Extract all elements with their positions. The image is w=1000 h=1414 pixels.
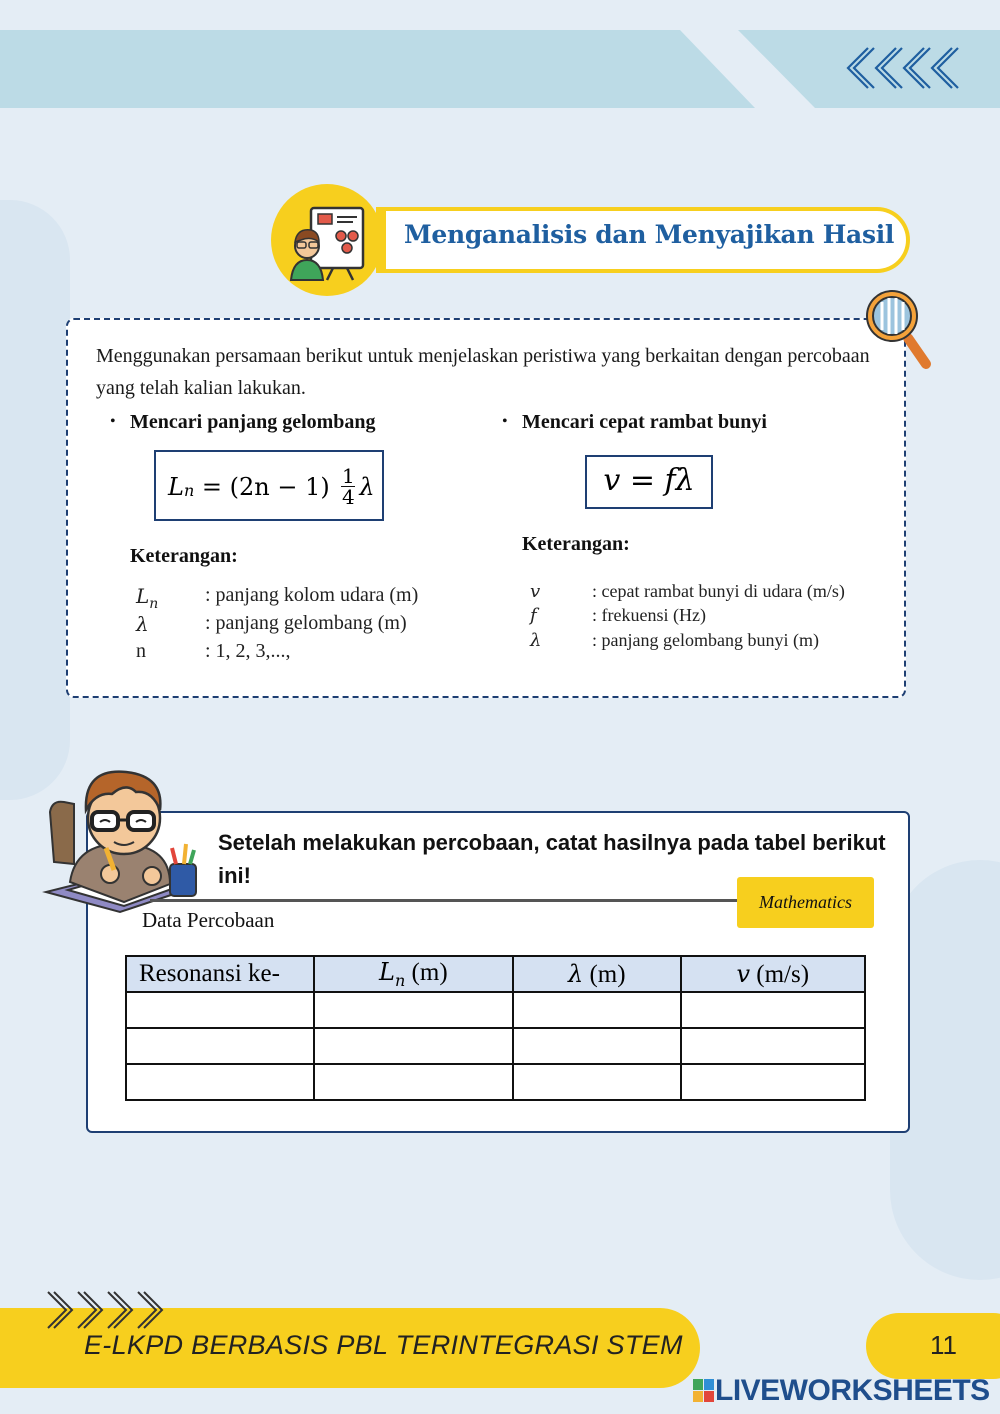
- section-title: Menganalisis dan Menyajikan Hasil: [404, 220, 895, 249]
- legend-symbol: f: [530, 605, 537, 626]
- table-cell-input[interactable]: [126, 992, 314, 1028]
- page-number: 11: [930, 1330, 957, 1360]
- legend-symbol: v: [530, 581, 541, 602]
- liveworksheets-text: LIVEWORKSHEETS: [715, 1374, 990, 1407]
- table-row: [126, 1028, 865, 1064]
- table-title: Data Percobaan: [142, 908, 275, 932]
- background-blob-left: [0, 200, 70, 800]
- instruction-divider: [150, 899, 744, 902]
- instruction-text: Setelah melakukan percobaan, catat hasilnya pada tabel berikut ini!: [218, 830, 886, 888]
- eq1-lhs-sub: n: [183, 481, 195, 500]
- column-header-resonansi: Resonansi ke-: [126, 956, 314, 992]
- left-bullet-title: • Mencari panjang gelombang: [130, 411, 376, 434]
- left-keterangan-label: Keterangan:: [130, 545, 238, 567]
- right-keterangan-label: Keterangan:: [522, 533, 630, 555]
- column-header-lambda: λ (m): [513, 956, 680, 992]
- table-cell-input[interactable]: [314, 1028, 513, 1064]
- table-cell-input[interactable]: [513, 1028, 680, 1064]
- legend-desc: : panjang gelombang bunyi (m): [592, 630, 819, 650]
- table-cell-input[interactable]: [681, 1064, 866, 1100]
- teacher-presentation-icon: [271, 184, 383, 296]
- column-header-v: v (m/s): [681, 956, 866, 992]
- footer-title: E-LKPD BERBASIS PBL TERINTEGRASI STEM: [84, 1330, 683, 1360]
- table-header-row: [126, 956, 865, 992]
- table-cell-input[interactable]: [681, 992, 866, 1028]
- wavelength-equation: [154, 450, 384, 521]
- chevrons-left-icon: [842, 46, 962, 90]
- chevrons-right-icon: [44, 1288, 168, 1332]
- legend-symbol: λ: [136, 612, 149, 636]
- legend-symbol: λ: [530, 630, 542, 651]
- legend-desc: : 1, 2, 3,...,: [205, 640, 291, 662]
- legend-symbol: n: [136, 640, 146, 662]
- eq1-frac-num: 1: [341, 464, 355, 488]
- legend-desc: : panjang kolom udara (m): [205, 584, 419, 606]
- table-cell-input[interactable]: [513, 1064, 680, 1100]
- eq1-rhs: λ: [359, 472, 375, 501]
- sound-speed-equation: [585, 455, 713, 509]
- table-cell-input[interactable]: [126, 1064, 314, 1100]
- eq1-lhs: L: [168, 472, 184, 501]
- eq2-text: v = fλ: [603, 463, 695, 498]
- legend-desc: : panjang gelombang (m): [205, 612, 407, 634]
- eq1-middle: = (2n − 1): [194, 472, 338, 501]
- table-cell-input[interactable]: [513, 992, 680, 1028]
- column-header-ln: $L_n$ (m): [314, 956, 513, 992]
- data-table: [125, 955, 866, 1101]
- table-cell-input[interactable]: [314, 992, 513, 1028]
- eq1-frac-den: 4: [341, 485, 355, 509]
- legend-symbol: $L_n$: [136, 584, 159, 612]
- legend-desc: : frekuensi (Hz): [592, 605, 706, 625]
- table-row: [126, 1064, 865, 1100]
- liveworksheets-logo-icon: [693, 1379, 715, 1403]
- student-writing-illustration: [40, 752, 210, 922]
- table-row: [126, 992, 865, 1028]
- intro-paragraph: Menggunakan persamaan berikut untuk menjelaskan peristiwa yang berkaitan dengan percobaan yang telah kalian lakukan.: [96, 345, 870, 399]
- table-cell-input[interactable]: [314, 1064, 513, 1100]
- table-cell-input[interactable]: [681, 1028, 866, 1064]
- table-cell-input[interactable]: [126, 1028, 314, 1064]
- header-badge: [271, 184, 383, 296]
- subject-tag: Mathematics: [737, 877, 874, 928]
- liveworksheets-logo: [693, 1374, 990, 1408]
- legend-desc: : cepat rambat bunyi di udara (m/s): [592, 581, 845, 601]
- right-bullet-title: • Mencari cepat rambat bunyi: [522, 411, 767, 434]
